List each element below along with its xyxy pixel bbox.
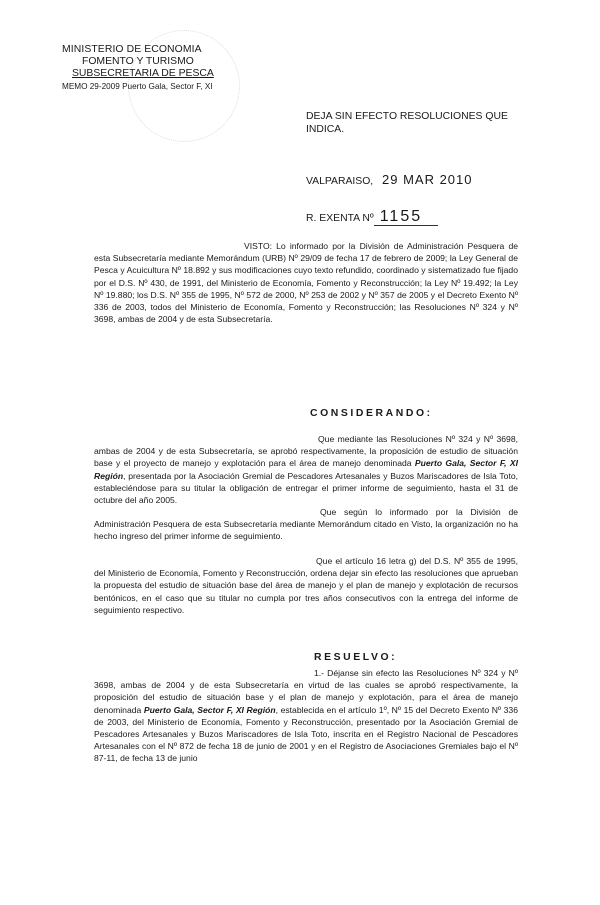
ministry-header	[62, 44, 262, 93]
resuelvo-area-name: Puerto Gala, Sector F, XI Región	[143, 704, 276, 715]
consid-1-area-name: Puerto Gala, Sector F, XI Región	[94, 458, 518, 481]
resuelvo-pre: 1.- Déjanse sin efecto las Resoluciones Nº 324 y Nº 3698, ambas de 2004 y de esta Subsecretaría en virtud de las cuales se aprobó respectivamente, la proposición del estudio de situación base y el plan de manejo y explotación, para el área de manejo denominada	[94, 668, 518, 715]
consid-1-post: , presentada por la Asociación Gremial de Pescadores Artesanales y Buzos Mariscadores de Isla Toto, estableciéndose para su titular la obligación de entregar el primer informe de seguimiento, hasta el 31 de octubre del año 2005.	[94, 470, 518, 506]
exenta-label: R. EXENTA Nº	[306, 213, 374, 224]
considerando-paragraph-3: Que el artículo 16 letra g) del D.S. Nº 355 de 1995, del Ministerio de Economía, Fomento y Reconstrucción, ordena dejar sin efecto las resoluciones que aprueban la propuesta del estudio de situación base del área de manejo y el plan de manejo y explotación de recursos bentónicos, en el caso que su titular no cumpla por tres años consecutivos con la entrega del informe de seguimiento respectivo.	[94, 556, 518, 615]
date-city: VALPARAISO,	[306, 176, 374, 187]
resuelvo-paragraph-1	[94, 667, 518, 765]
header-subsecretaria: SUBSECRETARIA DE PESCA	[72, 68, 214, 80]
header-ministry: MINISTERIO DE ECONOMIA	[62, 44, 202, 55]
header-memo-ref: MEMO 29-2009 Puerto Gala, Sector F, XI	[62, 81, 213, 91]
resuelvo-heading: RESUELVO:	[314, 652, 398, 663]
resolution-number	[306, 208, 438, 226]
consid-1-pre: Que mediante las Resoluciones Nº 324 y Nº 3698, ambas de 2004 y de esta Subsecretaría, se aprobó respectivamente, la proposición de estudio de situación base y el proyecto de manejo y explotación para el área de manejo denominada	[94, 434, 518, 469]
date-stamp: 29 MAR 2010	[382, 172, 473, 187]
exenta-number: 1155	[374, 208, 438, 226]
considerando-heading: CONSIDERANDO:	[310, 408, 433, 419]
visto-paragraph: VISTO: Lo informado por la División de Administración Pesquera de esta Subsecretaría mediante Memorándum (URB) Nº 29/09 de fecha 17 de febrero de 2009; la Ley General de Pesca y Acuicultura Nº 18.892 y sus modificaciones cuyo texto refundido, coordinado y sistematizado fue fijado por el D.S. Nº 430, de 1991, del Ministerio de Economía, Fomento y Reconstrucción; la Ley Nº 19.492; la Ley Nº 19.880; los D.S. Nº 355 de 1995, Nº 572 de 2000, Nº 253 de 2002 y Nº 357 de 2005 y el Decreto Exento Nº 336 de 2003, todos del Ministerio de Economía, Fomento y Reconstrucción; las Resoluciones Nº 324 y Nº 3698, ambas de 2004 y de esta Subsecretaría.	[94, 241, 518, 325]
document-subject: DEJA SIN EFECTO RESOLUCIONES QUE INDICA.	[306, 111, 508, 135]
considerando-paragraph-1	[94, 433, 518, 506]
resuelvo-post: , establecida en el artículo 1º, Nº 15 del Decreto Exento Nº 336 de 2003, del Ministerio de Economía, Fomento y Reconstrucción, presentado por la Asociación Gremial de Pescadores Artesanales y Buzos Mariscadores de Isla Toto, inscrita en el Registro Nacional de Pescadores Artesanales con el Nº 872 de fecha 18 de junio de 2001 y en el Registro de Asociaciones Gremiales bajo el Nº 87-11, de fecha 13 de junio	[94, 704, 518, 764]
considerando-paragraph-2: Que según lo informado por la División de Administración Pesquera de esta Subsecretaría mediante Memorándum citado en Visto, la organización no ha hecho ingreso del primer informe de seguimiento.	[94, 507, 518, 542]
header-fomento: FOMENTO Y TURISMO	[82, 56, 194, 68]
date-line	[306, 172, 473, 187]
